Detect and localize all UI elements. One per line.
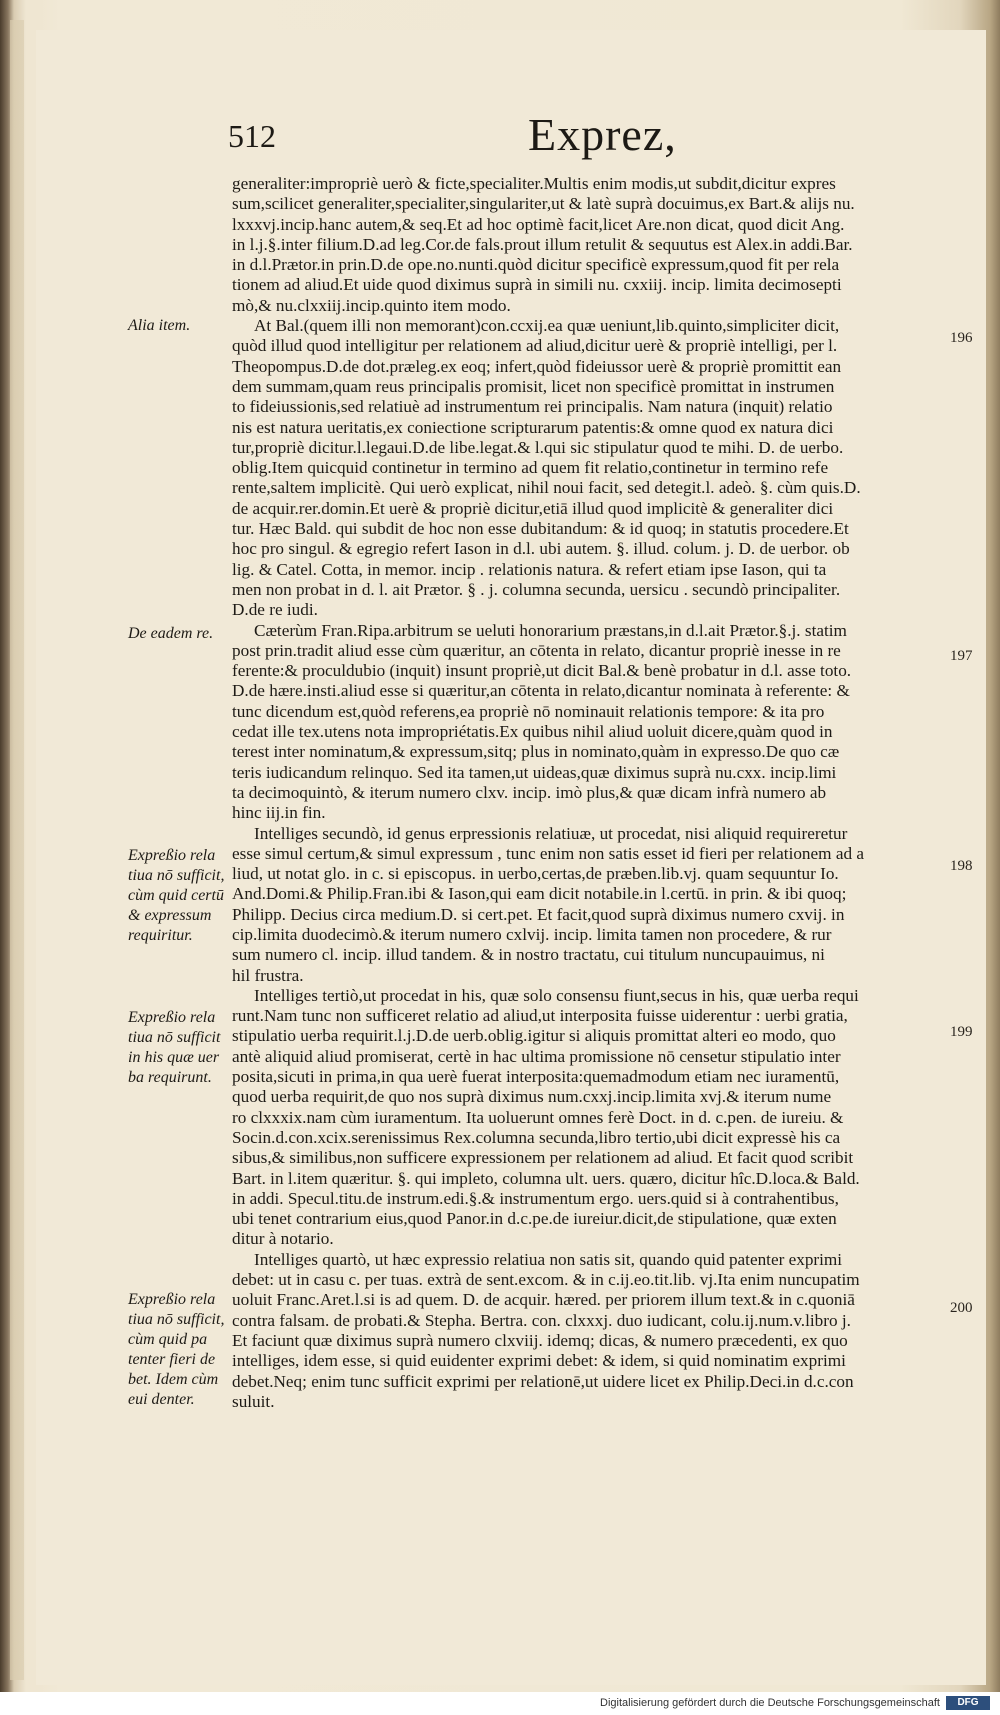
text-line: oblig.Item quicquid continetur in termino ad quem fit relatio,continetur in termino refe [232, 458, 829, 478]
side-note: De eadem re. [128, 625, 214, 642]
text-line: Bart. in l.item quæritur. §. qui impleto, columna ult. uers. quæro, dicitur hîc.D.loca.& Bald. [232, 1168, 860, 1188]
text-line: lig. & Catel. Cotta, in memor. incip . relationis natura. & refert etiam ipse Iason, qui ta [232, 559, 827, 579]
text-line: stipulatio uerba requirit.l.j.D.de uerb.oblig.igitur si aliquis promittat alteri eo modo, quo [232, 1026, 836, 1046]
text-line: hinc iij.in fin. [232, 803, 326, 823]
text-line: Cæterùm Fran.Ripa.arbitrum se ueluti honorarium præstans,in d.l.ait Prætor.§.j. statim [254, 620, 847, 640]
text-line: sum,scilicet generaliter,specialiter,singulariter,ut & latè suprà docuimus,ex Bart.& alijs nu. [232, 194, 855, 214]
text-line: uoluit Franc.Aret.l.si is ad quem. D. de acquir. hæred. per priorem illum text.& in c.quoniā [232, 1290, 855, 1310]
text-line: And.Domi.& Philip.Fran.ibi & Iason,qui eam dicit notabile.in l.certū. in prin. & ibi quoq; [232, 884, 847, 904]
text-line: Socin.d.con.xcix.serenissimus Rex.columna secunda,libro tertio,ubi dicit expressè his ca [232, 1127, 841, 1147]
text-line: de acquir.rer.domin.Et uerè & propriè dicitur,etiā illud quod implicitè & generaliter dici [232, 498, 834, 518]
text-line: generaliter:impropriè uerò & ficte,specialiter.Multis enim modis,ut subdit,dicitur expres [232, 174, 836, 193]
text-line: hil frustra. [232, 965, 304, 985]
body-text [232, 174, 952, 1412]
side-note: Expreßio rela tiua nō sufficit, cùm quid pa tenter fieri de bet. Idem cùm eui denter. [128, 1291, 225, 1408]
text-line: tur. Hæc Bald. qui subdit de hoc non esse dubitandum: & id quoq; in statutis procedere.Et [232, 519, 849, 539]
text-line: tunc dicendum est,quòd referens,ea propriè nō nominauit relationis tempore: & ita pro [232, 701, 825, 721]
page-number: 512 [228, 118, 276, 154]
text-line: post prin.tradit aliud esse cùm quæritur, an cōtenta in relato, dicantur propriè inesse in re [232, 640, 841, 660]
text-line: dem summam,quam reus principalis promisit, licet non specificè promittat in instrumen [232, 376, 835, 396]
text-line: ta decimoquintò, & iterum numero clxv. incip. imò plus,& quæ dicam infrà numero ab [232, 782, 827, 802]
text-line: intelliges, idem esse, si quid euidenter exprimi debet: & idem, si quid nominatim exprimi [232, 1351, 846, 1371]
text-line: debet: ut in casu c. per tuas. extrà de sent.excom. & in c.ij.eo.tit.lib. vj.Ita enim nuncupatim [232, 1270, 860, 1290]
text-line: Theopompus.D.de dot.præleg.ex eoq; infert,quòd fideiussor uerè & propriè promittit ean [232, 356, 842, 376]
margin-number: 196 [950, 330, 973, 346]
text-line: ditur à notario. [232, 1229, 334, 1249]
text-line: mò,& nu.clxxiij.incip.quinto item modo. [232, 295, 511, 315]
text-line: terest inter nominatum,& expressum,sitq; plus in nominato,quàm in expresso.De quo cæ [232, 742, 840, 762]
text-line: runt.Nam tunc non sufficeret relatio ad aliud,ut interposita fuisse uiderentur : uerbi gratia, [232, 1006, 848, 1026]
text-line: Intelliges quartò, ut hæc expressio relatiua non satis sit, quando quid patenter exprimi [254, 1249, 843, 1269]
text-line: ferente:& proculdubio (inquit) insunt propriè,ut dicit Bal.& benè probatur in d.l. asse toto. [232, 661, 852, 681]
text-line: Intelliges secundò, id genus erpressionis relatiuæ, ut procedat, nisi aliquid requireretur [254, 823, 848, 843]
side-note: Expreßio rela tiua nō sufficit, cùm quid certū & expressum requiritur. [128, 847, 225, 944]
text-line: in l.j.§.inter filium.D.ad leg.Cor.de fals.prout illum retulit & sequutus est Alex.in addi.Bar. [232, 234, 853, 254]
margin-number: 198 [950, 858, 973, 874]
text-line: in addi. Specul.titu.de instrum.edi.§.& instrumentum ergo. uers.quid si à contrahentibus, [232, 1188, 839, 1208]
text-line: sum numero cl. incip. illud tandem. & in nostro tractatu, cui titulum nuncupauimus, ni [232, 945, 825, 965]
margin-number: 199 [950, 1024, 973, 1040]
text-line: hoc pro singul. & egregio refert Iason in d.l. ubi autem. §. illud. colum. j. D. de uerbor. ob [232, 539, 850, 559]
text-line: antè aliquid aliud promiserat, certè in hac ultima promissione nō censetur stipulatio inter [232, 1046, 841, 1066]
side-note: Expreßio rela tiua nō sufficit in his quæ uer ba requirunt. [128, 1009, 221, 1086]
text-line: cip.limita duodecimò.& iterum numero cxlvij. incip. limita tamen non procedere, & rur [232, 924, 832, 944]
text-line: nis est natura ueritatis,ex coniectione scripturarum patentis:& omne quod ex natura dici [232, 417, 834, 437]
text-line: lxxxvj.incip.hanc autem,& seq.Et ad hoc optimè facit,licet Are.non dicat, quod dicit Ang. [232, 214, 845, 234]
text-line: D.de hære.insti.aliud esse si quæritur,an cōtenta in relato,dicantur nominata à referente: & [232, 681, 850, 701]
footer-text: Digitalisierung gefördert durch die Deutsche Forschungsgemeinschaft [600, 1697, 940, 1709]
text-line: cedat ille tex.utens nota impropriétatis.Ex quibus nihil aliud uoluit dicere,quàm quod in [232, 722, 833, 742]
text-line: to fideiussionis,sed relatiuè ad instrumentum rei principalis. Nam natura (inquit) relatio [232, 397, 833, 417]
text-line: quòd illud quod intelligitur per relationem ad aliud,dicitur uerè & propriè intelligi, per l. [232, 336, 838, 356]
running-head: Exprez, [528, 109, 677, 160]
text-line: Philipp. Decius circa medium.D. si cert.pet. Et facit,quod suprà diximus numero cxvij. in [232, 904, 845, 924]
dfg-logo: DFG [946, 1696, 990, 1710]
text-line: At Bal.(quem illi non memorant)con.ccxij.ea quæ ueniunt,lib.quinto,simpliciter dicit, [254, 316, 840, 336]
text-line: suluit. [232, 1391, 275, 1411]
text-line: ro clxxxix.nam cùm iuramentum. Ita uoluerunt omnes ferè Doct. in d. c.pen. de iureiu. & [232, 1107, 844, 1127]
text-line: rente,saltem implicitè. Qui uerò explicat, nihil noui facit, sed detegit.l. adeò. §. cùm quis.D. [232, 478, 861, 498]
margin-number: 200 [950, 1300, 973, 1316]
text-line: tionem ad aliud.Et uide quod diximus suprà in simili nu. cxxiij. incip. limita decimosepti [232, 275, 842, 295]
text-line: contra falsam. de probati.& Stepha. Bertra. con. clxxxj. duo iudicant, colu.ij.num.v.libro j. [232, 1310, 851, 1330]
text-line: teris iudicandum relinquo. Sed ita tamen,ut uideas,quæ diximus suprà nu.cxx. incip.limi [232, 762, 837, 782]
text-line: esse simul certum,& simul expressum , tunc enim non satis esset id fieri per relationem ad a [232, 843, 864, 863]
text-line: debet.Neq; enim tunc sufficit exprimi per relationē,ut uidere licet ex Philip.Deci.in d.c.con [232, 1371, 854, 1391]
text-line: sibus,& similibus,non sufficere expressionem per relationem ad aliud. Et facit quod scribit [232, 1148, 854, 1168]
text-line: men non probat in d. l. ait Prætor. § . j. columna secunda, uersicu . secundò principaliter. [232, 579, 841, 599]
text-line: Intelliges tertiò,ut procedat in his, quæ solo consensu fiunt,secus in his, quæ uerba requi [254, 985, 859, 1005]
text-line: liud, ut notat glo. in c. si episcopus. in uerbo,certas,de præben.lib.vj. quam sequuntur Io. [232, 864, 839, 884]
page-edge [10, 20, 24, 1680]
side-note: Alia item. [128, 317, 191, 334]
text-line: D.de re iudi. [232, 600, 318, 620]
text-line: posita,sicuti in prima,in qua uerè fuerat interposita:quemadmodum etiam nec iuramentū, [232, 1067, 840, 1087]
footer-bar [0, 1692, 1000, 1715]
text-line: tur,propriè dicitur.l.legaui.D.de libe.legat.& l.qui sic stipulatur quod te mihi. D. de uerbo. [232, 437, 844, 457]
text-line: ubi tenet contrarium eius,quod Panor.in d.c.pe.de iureiur.dicit,de stipulatione, quæ exten [232, 1209, 837, 1229]
text-line: in d.l.Prætor.in prin.D.de ope.no.nunti.quòd dicitur specificè expressum,quod fit per rela [232, 255, 840, 275]
text-line: quod uerba requirit,de quo nos suprà diximus num.cxxj.incip.limita xvj.& iterum nume [232, 1087, 832, 1107]
margin-number: 197 [950, 648, 973, 664]
text-line: Et faciunt quæ diximus suprà numero clxviij. idemq; dicas, & numero præcedenti, ex quo [232, 1330, 848, 1350]
